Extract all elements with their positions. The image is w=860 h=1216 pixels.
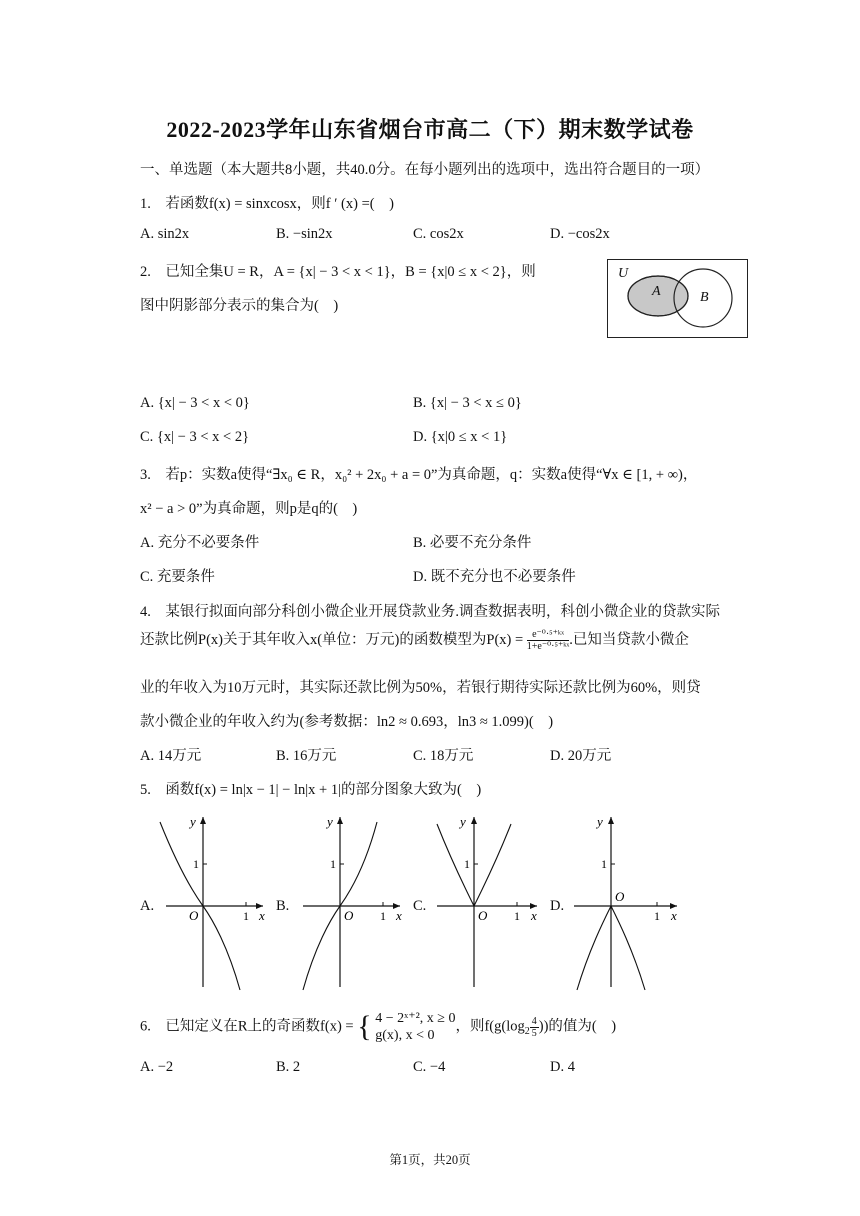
q4-option-b: B. 16万元 [276,748,337,764]
graph-b-tick-x: 1 [380,909,386,923]
page-title: 2022-2023学年山东省烟台市高二（下）期末数学试卷 [166,117,694,142]
q6-option-d: D. 4 [550,1059,575,1075]
graph-b-x-label: x [396,908,402,923]
q6-stem-part-b: ，则f(g(log [455,1018,525,1035]
q4-option-c: C. 18万元 [413,748,474,764]
graph-b-origin: O [344,908,354,923]
q5-option-a-label: A. [140,898,155,914]
q6-stem-part-c: ))的值为( ) [538,1018,617,1035]
q4-line-2-part-b: .已知当贷款小微企 [569,632,689,648]
q1-option-a: A. sin2x [140,226,190,242]
graph-b-y-label: y [327,814,333,829]
question-1-stem: 1. 若函数f(x) = sinxcosx，则f ′ (x) =( ) [140,196,394,212]
q4-option-d: D. 20万元 [550,748,612,764]
q1-option-b: B. −sin2x [276,226,333,242]
graph-a-tick-x: 1 [243,909,249,923]
venn-diagram [607,259,748,338]
graph-d-x-label: x [671,908,677,923]
q6-fraction-numerator: 4 [531,1015,537,1027]
q4-fraction [527,629,570,652]
question-3-line-1: 3. 若p：实数a使得“∃x₀ ∈ R，x₀² + 2x₀ + a = 0”为真命题，q：实数a使得“∀x ∈ [1, + ∞)， [140,467,698,483]
question-4-line-1: 4. 某银行拟面向部分科创小微企业开展贷款业务.调查数据表明，科创小微企业的贷款实际 [140,604,720,620]
q5-option-d-label: D. [550,898,565,914]
q2-option-b: B. {x| − 3 < x ≤ 0} [413,395,522,411]
q4-fraction-denominator: 1+e⁻⁰·⁵⁺ᵏˣ [526,641,570,653]
graph-d-origin: O [615,889,625,904]
q4-fraction-numerator: e⁻⁰·⁵⁺ᵏˣ [527,629,570,641]
question-2-line-1: 2. 已知全集U = R，A = {x| − 3 < x < 1}，B = {x|0 ≤ x < 2}，则 [140,264,536,280]
graph-d-y-label: y [597,814,603,829]
graph-c-origin: O [478,908,488,923]
graph-a-y-label: y [190,814,196,829]
question-4-line-4: 款小微企业的年收入约为(参考数据：ln2 ≈ 0.693，ln3 ≈ 1.099)( ) [140,714,554,730]
venn-label-u: U [618,266,629,281]
graph-c-y-label: y [460,814,466,829]
graph-a [158,812,273,992]
q6-option-b: B. 2 [276,1059,301,1075]
q4-line-2-part-a: 还款比例P(x)关于其年收入x(单位：万元)的函数模型为P(x) = [140,632,524,648]
q6-fraction [530,1016,539,1039]
q6-stem-part-a: 6. 已知定义在R上的奇函数f(x) = [140,1018,354,1035]
question-4-line-3: 业的年收入为10万元时，其实际还款比例为50%，若银行期待实际还款比例为60%，则贷 [140,680,701,696]
venn-svg [608,260,746,336]
graph-c-tick-y: 1 [464,857,470,871]
venn-label-a: A [652,284,661,299]
q3-option-c: C. 充要条件 [140,569,215,585]
q3-option-b: B. 必要不充分条件 [413,535,532,551]
graph-c-tick-x: 1 [514,909,520,923]
question-3-line-2: x² − a > 0”为真命题，则p是q的( ) [140,501,358,517]
q3-option-a: A. 充分不必要条件 [140,535,260,551]
q5-option-b-label: B. [276,898,290,914]
q5-option-c-label: C. [413,898,427,914]
q6-log-base: 2 [524,1026,530,1038]
section-heading: 一、单选题（本大题共8小题，共40.0分。在每小题列出的选项中，选出符合题目的一项） [140,162,710,178]
graph-b-tick-y: 1 [330,857,336,871]
graph-d [569,812,684,992]
q6-case-1: 4 − 2ˣ⁺², x ≥ 0 [375,1011,456,1026]
q6-option-c: C. −4 [413,1059,446,1075]
q2-option-c: C. {x| − 3 < x < 2} [140,429,250,445]
q1-option-c: C. cos2x [413,226,464,242]
question-6-stem [140,1010,616,1044]
page-footer: 第1页，共20页 [389,1153,471,1167]
graph-b [295,812,410,992]
q3-option-d: D. 既不充分也不必要条件 [413,569,576,585]
q6-piecewise-cases [375,1010,455,1044]
q1-option-d: D. −cos2x [550,226,610,242]
question-4-line-2 [140,628,689,652]
q2-option-a: A. {x| − 3 < x < 0} [140,395,250,411]
q4-option-a: A. 14万元 [140,748,202,764]
q6-option-a: A. −2 [140,1059,174,1075]
question-2-line-2: 图中阴影部分表示的集合为( ) [140,298,339,314]
q6-brace: { [357,1010,372,1043]
q6-case-2: g(x), x < 0 [375,1028,435,1043]
graph-c-x-label: x [531,908,537,923]
graph-d-tick-y: 1 [601,857,607,871]
graph-a-origin: O [189,908,199,923]
graph-a-x-label: x [259,908,265,923]
question-5-stem: 5. 函数f(x) = ln|x − 1| − ln|x + 1|的部分图象大致为( ) [140,782,482,798]
q2-option-d: D. {x|0 ≤ x < 1} [413,429,508,445]
graph-d-tick-x: 1 [654,909,660,923]
graph-a-tick-y: 1 [193,857,199,871]
graph-c [432,812,547,992]
venn-label-b: B [700,290,709,305]
q6-fraction-denominator: 5 [531,1027,537,1039]
